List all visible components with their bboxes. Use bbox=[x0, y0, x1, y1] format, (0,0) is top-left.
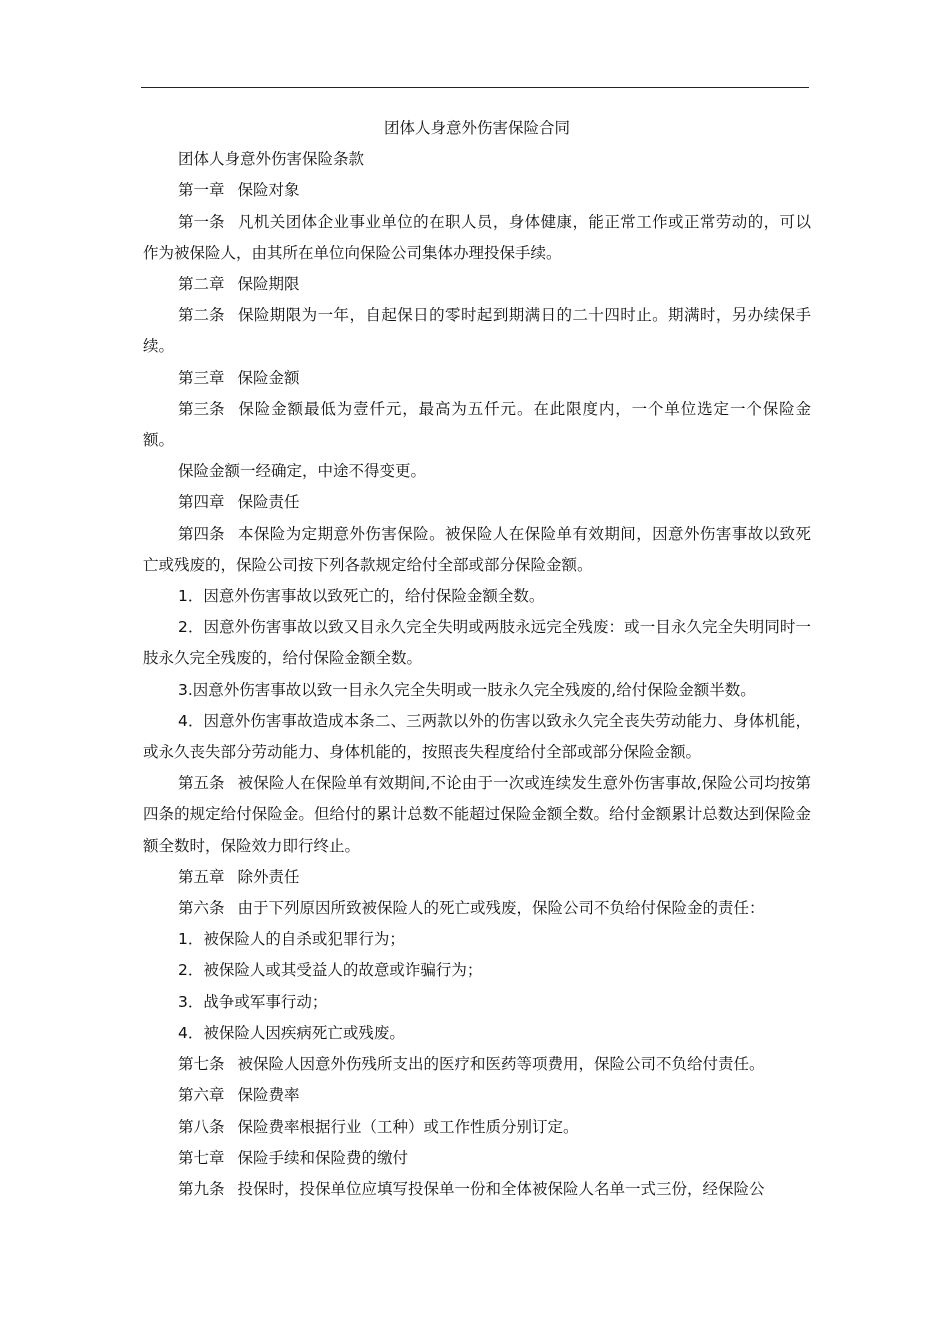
chapter-number: 第五章 bbox=[178, 867, 225, 886]
article-text: 保险期限为一年，自起保日的零时起到期满日的二十四时止。期满时，另办续保手续。 bbox=[143, 306, 811, 356]
article-number: 第二条 bbox=[178, 306, 225, 325]
chapter-name: 除外责任 bbox=[237, 867, 300, 886]
article-text: 保险金额最低为壹仟元，最高为五仟元。在此限度内，一个单位选定一个保险金额。 bbox=[143, 399, 811, 450]
chapter-number: 第三章 bbox=[178, 368, 225, 387]
article bbox=[143, 1174, 811, 1205]
chapter-number: 第一章 bbox=[178, 181, 225, 200]
article-number: 第五条 bbox=[178, 774, 225, 793]
chapter-heading bbox=[143, 487, 811, 518]
chapter-name: 保险对象 bbox=[237, 181, 300, 200]
list-item: 2．因意外伤害事故以致又目永久完全失明或两肢永远完全残废：或一目永久完全失明同时一肢永久完全残废的，给付保险金额全数。 bbox=[143, 618, 811, 668]
article-text: 被保险人在保险单有效期间,不论由于一次或连续发生意外伤害事故,保险公司均按第四条的规定给付保险金。但给付的累计总数不能超过保险金额全数。给付金额累计总数达到保险金额全数时，保险效力即行终止。 bbox=[143, 774, 811, 855]
list-item: 3．战争或军事行动； bbox=[178, 992, 328, 1011]
article-text: 投保时，投保单位应填写投保单一份和全体被保险人名单一式三份，经保险公 bbox=[237, 1179, 765, 1198]
article-text: 由于下列原因所致被保险人的死亡或残废，保险公司不负给付保险金的责任： bbox=[237, 899, 765, 918]
chapter-heading bbox=[143, 1080, 811, 1111]
chapter-number: 第二章 bbox=[178, 275, 225, 294]
article-number: 第八条 bbox=[178, 1117, 225, 1136]
article bbox=[143, 1049, 811, 1080]
clauses-heading: 团体人身意外伤害保险条款 bbox=[178, 150, 365, 169]
chapter-number: 第六章 bbox=[178, 1086, 225, 1105]
chapter-heading bbox=[143, 175, 811, 206]
document-body bbox=[143, 113, 811, 1205]
chapter-name: 保险金额 bbox=[237, 368, 300, 387]
article-text: 本保险为定期意外伤害保险。被保险人在保险单有效期间，因意外伤害事故以致死亡或残废的，保险公司按下列各款规定给付全部或部分保险金额。 bbox=[143, 524, 811, 574]
article bbox=[143, 300, 811, 362]
chapter-name: 保险费率 bbox=[237, 1086, 300, 1105]
list-item: 1．因意外伤害事故以致死亡的，给付保险金额全数。 bbox=[178, 587, 545, 606]
header-rule bbox=[141, 87, 809, 88]
list-item: 4．被保险人因疾病死亡或残废。 bbox=[178, 1023, 405, 1042]
list-item: 1．被保险人的自杀或犯罪行为； bbox=[178, 930, 405, 949]
article-text: 保险费率根据行业（工种）或工作性质分别订定。 bbox=[237, 1117, 579, 1136]
chapter-name: 保险期限 bbox=[237, 275, 300, 294]
chapter-number: 第七章 bbox=[178, 1148, 225, 1167]
chapter-name: 保险责任 bbox=[237, 493, 300, 512]
article-number: 第九条 bbox=[178, 1179, 225, 1198]
chapter-number: 第四章 bbox=[178, 493, 225, 512]
list-item: 3.因意外伤害事故以致一目永久完全失明或一肢永久完全残废的,给付保险金额半数。 bbox=[178, 680, 756, 699]
list-item: 4．因意外伤害事故造成本条二、三两款以外的伤害以致永久完全丧失劳动能力、身体机能，或永久丧失部分劳动能力、身体机能的，按照丧失程度给付全部或部分保险金额。 bbox=[143, 711, 811, 762]
article bbox=[143, 768, 811, 862]
document-title: 团体人身意外伤害保险合同 bbox=[383, 119, 570, 137]
article bbox=[143, 1112, 811, 1143]
chapter-heading bbox=[143, 363, 811, 394]
article-number: 第六条 bbox=[178, 899, 225, 918]
article-text: 凡机关团体企业事业单位的在职人员，身体健康，能正常工作或正常劳动的，可以作为被保险人，由其所在单位向保险公司集体办理投保手续。 bbox=[143, 212, 811, 262]
article bbox=[143, 893, 811, 924]
chapter-name: 保险手续和保险费的缴付 bbox=[237, 1148, 409, 1167]
chapter-heading bbox=[143, 862, 811, 893]
article bbox=[143, 207, 811, 269]
article-number: 第四条 bbox=[178, 524, 225, 543]
article-text: 被保险人因意外伤残所支出的医疗和医药等项费用，保险公司不负给付责任。 bbox=[237, 1055, 765, 1074]
article-number: 第一条 bbox=[178, 212, 225, 231]
chapter-heading bbox=[143, 269, 811, 300]
article bbox=[143, 519, 811, 581]
article-number: 第三条 bbox=[178, 399, 225, 418]
article-note: 保险金额一经确定，中途不得变更。 bbox=[178, 462, 427, 481]
chapter-heading bbox=[143, 1143, 811, 1174]
list-item: 2．被保险人或其受益人的故意或诈骗行为； bbox=[178, 961, 483, 980]
article-number: 第七条 bbox=[178, 1055, 225, 1074]
article bbox=[143, 394, 811, 456]
